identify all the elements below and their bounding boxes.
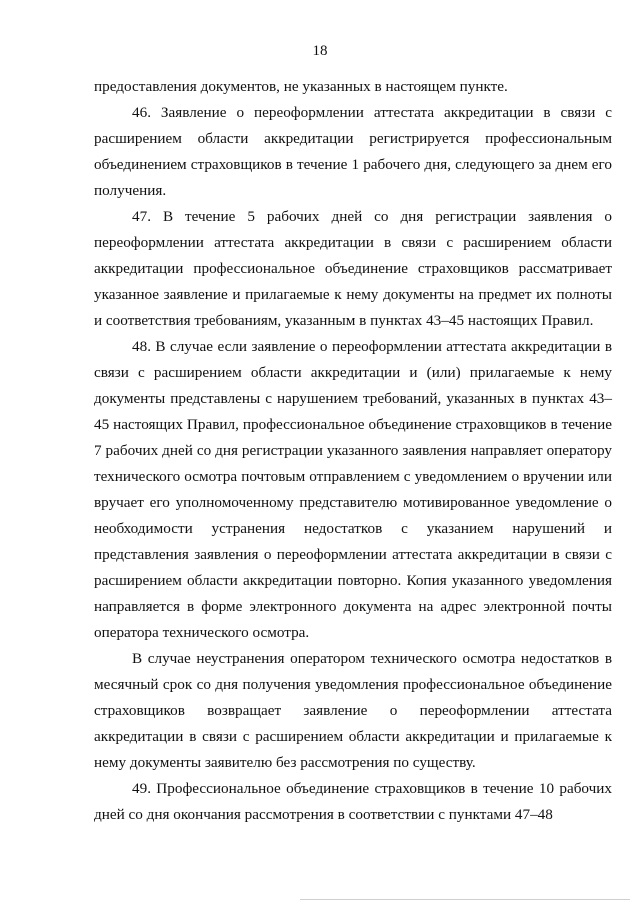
paragraph-49: 49. Профессиональное объединение страховщиков в течение 10 рабочих дней со дня окончания рассмотрения в соответствии с пунктами 47–48	[94, 780, 612, 823]
paragraph-46: 46. Заявление о переоформлении аттестата аккредитации в связи с расширением области аккредитации регистрируется профессиональным объединением страховщиков в течение 1 рабочего дня, следующего за днем его получения.	[94, 104, 612, 199]
document-body	[94, 74, 612, 828]
paragraph-48-continued: В случае неустранения оператором технического осмотра недостатков в месячный срок со дня получения уведомления профессиональное объединение страховщиков возвращает заявление о переоформлении аттестата аккредитации в связи с расширением области аккредитации и прилагаемые к нему документы заявителю без рассмотрения по существу.	[94, 650, 612, 771]
paragraph-continuation: предоставления документов, не указанных в настоящем пункте.	[94, 78, 508, 95]
scan-edge-line	[300, 899, 630, 900]
paragraph-47: 47. В течение 5 рабочих дней со дня регистрации заявления о переоформлении аттестата аккредитации в связи с расширением области аккредитации профессиональное объединение страховщиков рассматривает указанное заявление и прилагаемые к нему документы на предмет их полноты и соответствия требованиям, указанным в пунктах 43–45 настоящих Правил.	[94, 208, 612, 329]
paragraph-48: 48. В случае если заявление о переоформлении аттестата аккредитации в связи с расширением области аккредитации и (или) прилагаемые к нему документы представлены с нарушением требований, указанных в пунктах 43–45 настоящих Правил, профессиональное объединение страховщиков в течение 7 рабочих дней со дня регистрации указанного заявления направляет оператору технического осмотра почтовым отправлением с уведомлением о вручении или вручает его уполномоченному представителю мотивированное уведомление о необходимости устранения недостатков с указанием нарушений и представления заявления о переоформлении аттестата аккредитации в связи с расширением области аккредитации повторно. Копия указанного уведомления направляется в форме электронного документа на адрес электронной почты оператора технического осмотра.	[94, 338, 612, 641]
page-number: 18	[312, 43, 328, 59]
